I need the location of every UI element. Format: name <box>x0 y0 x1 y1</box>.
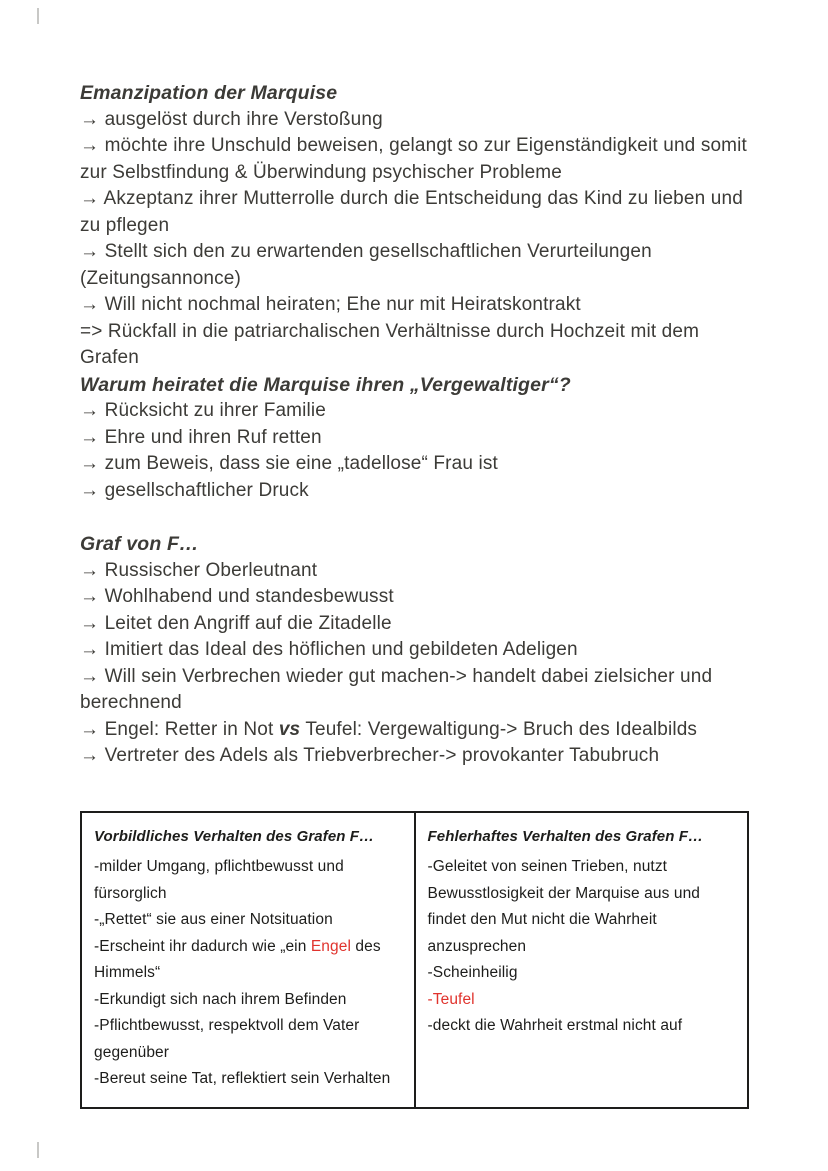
note-line: → Vertreter des Adels als Triebverbrecher-> provokanter Tabubruch <box>80 745 660 766</box>
table-item-engel <box>94 934 402 987</box>
verhalten-vergleich-table <box>80 811 749 1109</box>
section-emanzipation <box>80 80 752 372</box>
section-heading-emanzipation: Emanzipation der Marquise <box>80 82 338 104</box>
table-item: -Geleitet von seinen Trieben, nutzt Bewusstlosigkeit der Marquise aus und findet den Mut nicht die Wahrheit anzusprechen <box>427 858 701 955</box>
table-item: -„Rettet“ sie aus einer Notsituation <box>94 911 333 928</box>
note-line: → gesellschaftlicher Druck <box>80 479 309 501</box>
engel-line-post: des Himmels“ <box>94 937 381 981</box>
note-line: → Will sein Verbrechen wieder gut machen-> handelt dabei zielsicher und berechnend <box>80 665 713 713</box>
note-line: → Leitet den Angriff auf die Zitadelle <box>80 612 392 634</box>
section-graf-von-f <box>80 531 752 770</box>
engel-red-word: Engel <box>310 937 352 955</box>
note-line: → Stellt sich den zu erwartenden gesellschaftlichen Verurteilungen (Zeitungsannonce) <box>80 241 652 289</box>
column-header-fehlerhaft: Fehlerhaftes Verhalten des Grafen F… <box>427 827 704 845</box>
table-item: -deckt die Wahrheit erstmal nicht auf <box>427 1017 683 1034</box>
note-line: => Rückfall in die patriarchalischen Verhältnisse durch Hochzeit mit dem Grafen <box>80 320 700 368</box>
table-item: -Erkundigt sich nach ihrem Befinden <box>94 990 347 1008</box>
column-header-vorbildlich: Vorbildliches Verhalten des Grafen F… <box>94 827 375 845</box>
section-heading-warum: Warum heiratet die Marquise ihren „Vergewaltiger“? <box>80 373 571 396</box>
table-item: -Bereut seine Tat, reflektiert sein Verhalten <box>94 1070 391 1087</box>
note-line: → Russischer Oberleutnant <box>80 559 318 581</box>
note-line: → Akzeptanz ihrer Mutterrolle durch die Entscheidung das Kind zu lieben und zu pflegen <box>80 188 743 236</box>
engel-line-pre: -Erscheint ihr dadurch wie „ein <box>94 937 311 955</box>
section-warum-heiratet <box>80 372 752 505</box>
vs-line-post: Teufel: Vergewaltigung-> Bruch des Idealbilds <box>300 718 698 740</box>
table-item: -Scheinheilig <box>427 964 518 981</box>
table-item: -Pflichtbewusst, respektvoll dem Vater gegenüber <box>94 1017 360 1061</box>
vs-emphasis: vs <box>278 718 301 740</box>
note-line: → zum Beweis, dass sie eine „tadellose“ Frau ist <box>80 453 498 474</box>
table-cell-fehlerhaft <box>415 812 749 1108</box>
note-line: → Imitiert das Ideal des höflichen und gebildeten Adeligen <box>80 639 578 660</box>
note-line: → Will nicht nochmal heiraten; Ehe nur mit Heiratskontrakt <box>80 294 581 315</box>
page-edge-mark <box>37 1142 39 1158</box>
vs-line-pre: → Engel: Retter in Not <box>80 718 279 740</box>
table-item: -milder Umgang, pflichtbewusst und fürsorglich <box>94 858 344 902</box>
section-heading-graf: Graf von F… <box>80 533 199 555</box>
page-edge-mark <box>37 8 39 24</box>
table-cell-vorbildlich <box>81 812 415 1108</box>
note-line: → Ehre und ihren Ruf retten <box>80 426 322 448</box>
note-line: → Rücksicht zu ihrer Familie <box>80 400 326 421</box>
table-item-teufel: -Teufel <box>427 990 475 1008</box>
note-line: → Wohlhabend und standesbewusst <box>80 586 394 607</box>
note-line: → ausgelöst durch ihre Verstoßung <box>80 108 383 130</box>
note-line: → möchte ihre Unschuld beweisen, gelangt so zur Eigenständigkeit und somit zur Selbstfindung & Überwindung psychischer Probleme <box>80 135 747 183</box>
table-row <box>81 812 748 1108</box>
note-line-engel-vs-teufel <box>80 717 752 744</box>
